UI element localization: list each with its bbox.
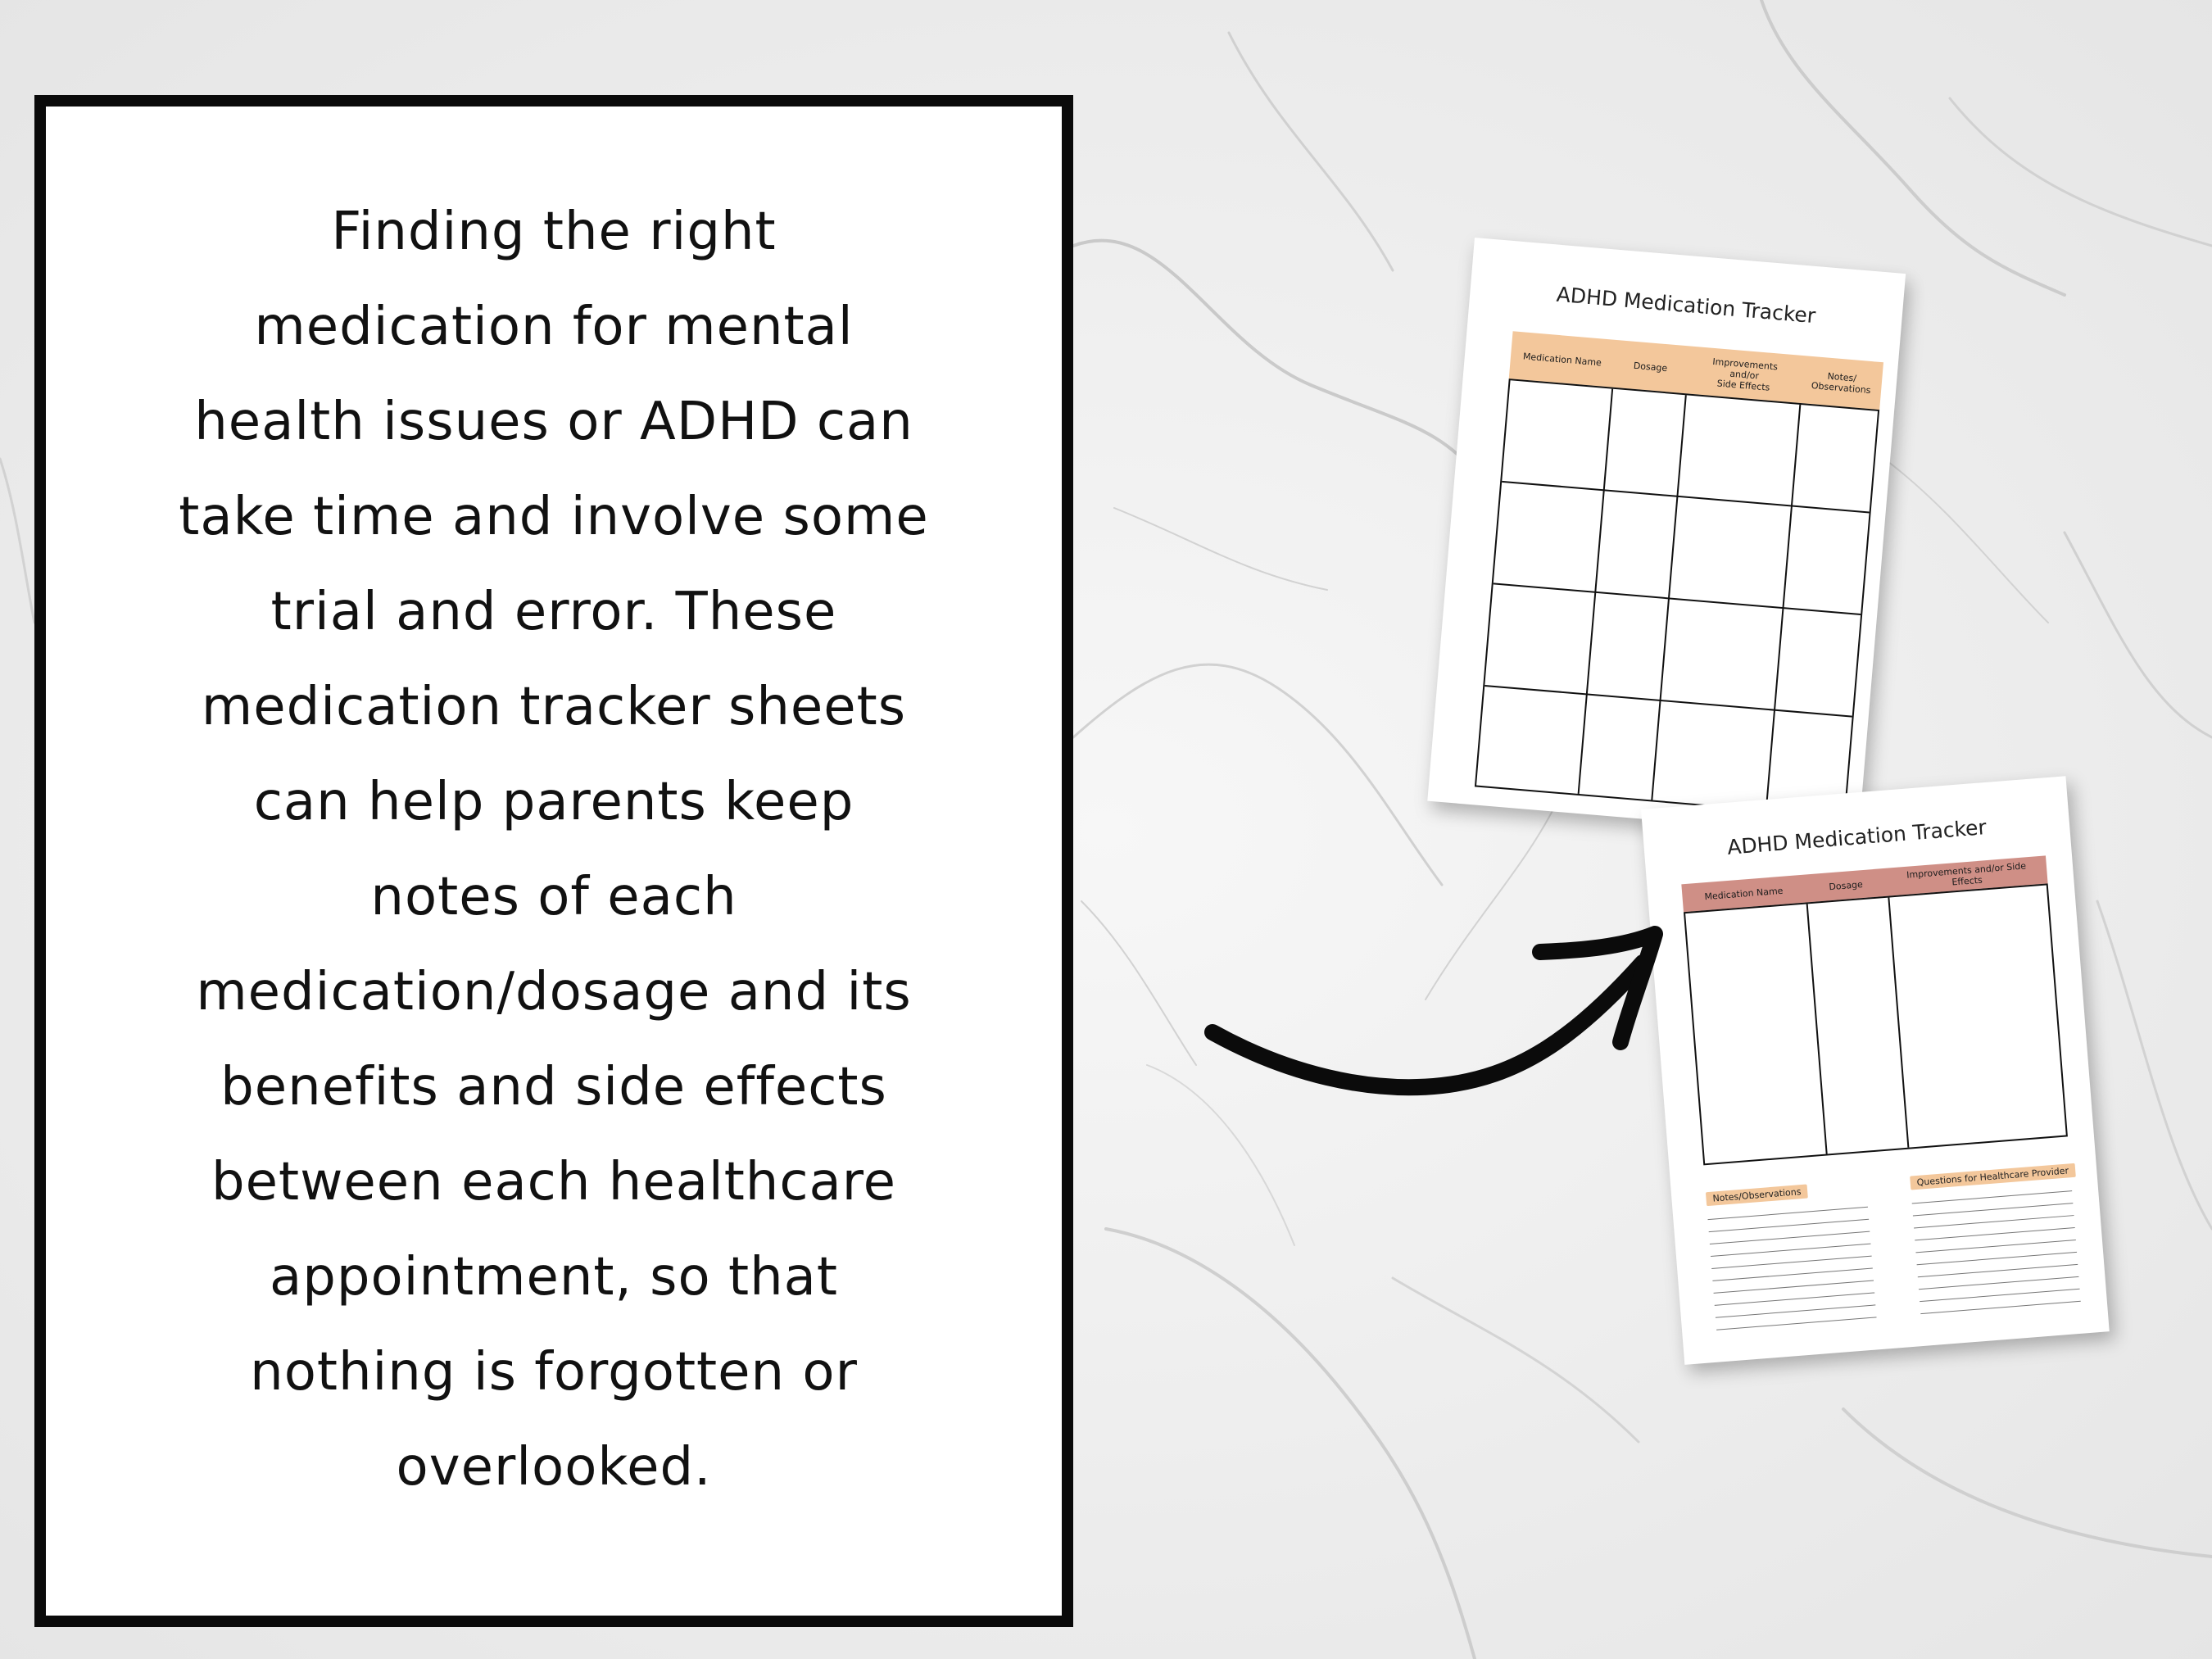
sheet-2-col-dosage: Dosage (1828, 878, 1864, 892)
grid-divider (1806, 904, 1828, 1154)
sheet-2-col-medication-name: Medication Name (1704, 885, 1784, 902)
grid-divider (1888, 898, 1909, 1148)
description-card (34, 95, 1073, 1627)
grid-divider (1502, 481, 1870, 514)
sheet-2-title: ADHD Medication Tracker (1726, 815, 1988, 859)
grid-divider (1494, 582, 1861, 615)
questions-provider-label: Questions for Healthcare Provider (1910, 1163, 2076, 1190)
notes-observations-label: Notes/Observations (1706, 1185, 1808, 1207)
sheet-2-table-grid (1684, 883, 2068, 1165)
sheet-1-col-medication-name: Medication Name (1522, 350, 1602, 368)
curved-arrow-icon (1196, 918, 1671, 1114)
tracker-sheet-preview-1 (1427, 238, 1906, 837)
questions-lines (1912, 1190, 2082, 1326)
tracker-sheet-preview-2 (1641, 776, 2110, 1365)
description-text: Finding the right medication for mental health issues or ADHD can take time and involve some trial and error. These medication tracker sheets can help parents keep notes of each medication/dosage and its benefits and side effects between each healthcare appointment, so that nothing is forgotten or overlooked. (179, 202, 929, 1498)
sheet-1-col-notes: Notes/ Observations (1811, 370, 1871, 397)
grid-divider (1484, 685, 1852, 718)
sheet-1-col-improvements: Improvements and/or Side Effects (1711, 356, 1779, 393)
sheet-1-col-dosage: Dosage (1633, 360, 1668, 374)
notes-lines (1707, 1207, 1877, 1342)
sheet-1-table-grid (1475, 378, 1879, 818)
sheet-2-col-improvements: Improvements and/or Side Effects (1906, 860, 2027, 888)
sheet-1-title: ADHD Medication Tracker (1555, 282, 1817, 329)
